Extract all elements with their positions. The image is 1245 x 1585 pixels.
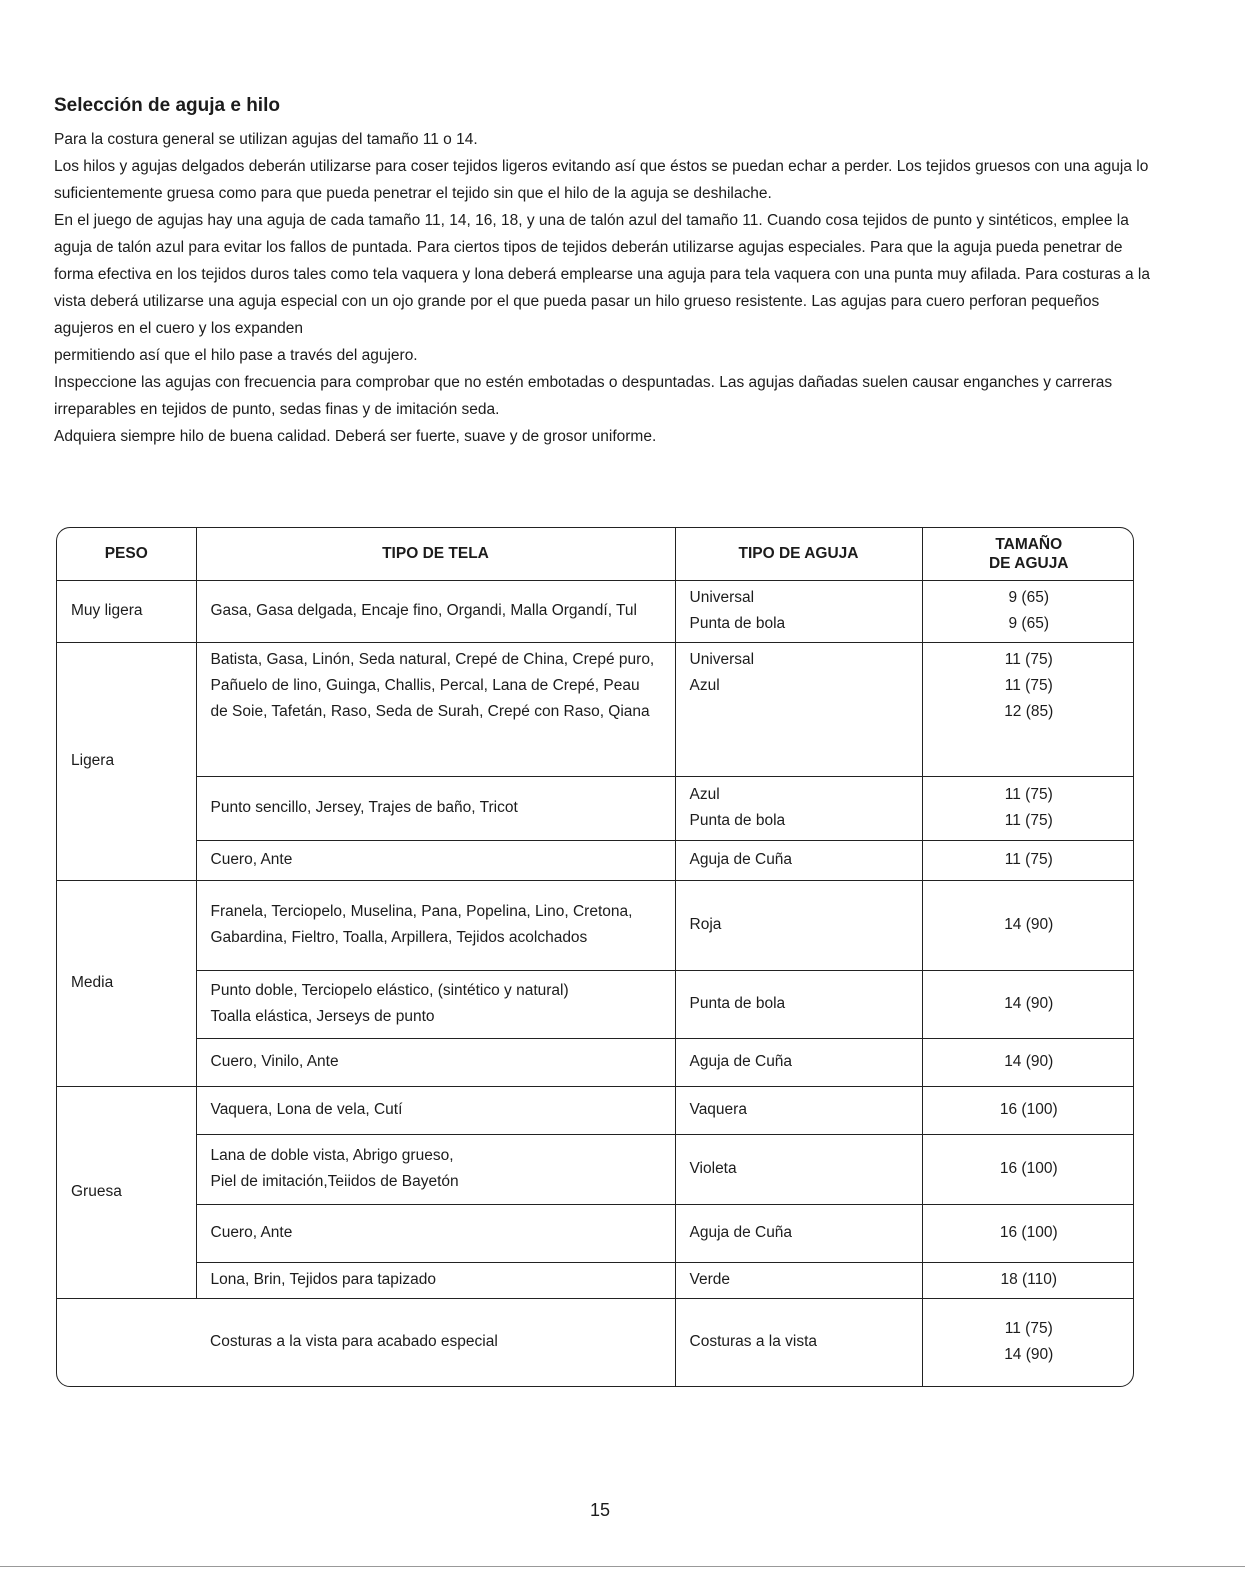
needle-size-cell: 16 (100) (922, 1086, 1134, 1134)
needle-size: 11 (75) (1004, 676, 1053, 694)
fabric-cell: Lona, Brin, Tejidos para tapizado (196, 1262, 675, 1298)
needle-size-cell: 16 (100) (922, 1134, 1134, 1204)
weight-media: Media (57, 880, 196, 1086)
needle-size: 11 (75) (1004, 786, 1053, 803)
needle-size-cell: 14 (90) (922, 970, 1134, 1038)
needle-type: Punta de bola (689, 812, 786, 829)
needle-thread-table (57, 528, 1134, 1386)
weight-gruesa: Gruesa (57, 1086, 196, 1298)
header-tipo-tela: TIPO DE TELA (196, 528, 675, 580)
fabric-line: Lana de doble vista, Abrigo grueso, (210, 1147, 454, 1164)
paragraph: Para la costura general se utilizan agujas del tamaño 11 o 14. (54, 131, 478, 148)
fabric-cell: Costuras a la vista para acabado especial (196, 1298, 675, 1386)
fabric-cell: Cuero, Ante (196, 1204, 675, 1262)
weight-ligera: Ligera (57, 642, 196, 880)
needle-size-cell (922, 642, 1134, 776)
table-row (57, 1038, 1134, 1086)
header-peso: PESO (57, 528, 196, 580)
needle-type-cell: Aguja de Cuña (675, 1204, 922, 1262)
page-number: 15 (589, 1500, 611, 1520)
needle-type-cell: Aguja de Cuña (675, 840, 922, 880)
paragraph: Inspeccione las agujas con frecuencia para comprobar que no estén embotadas o despuntadas. Las agujas dañadas suelen causar enganches y carreras irreparables en tejidos de punto, sedas finas y de imitación seda. (54, 374, 1113, 418)
fabric-cell: Gasa, Gasa delgada, Encaje fino, Organdi, Malla Organdí, Tul (196, 580, 675, 642)
fabric-cell (196, 970, 675, 1038)
table-row (57, 580, 1134, 642)
table-row (57, 1262, 1134, 1298)
needle-size: 14 (90) (1004, 1346, 1054, 1364)
table-header-row (57, 528, 1134, 580)
needle-type: Punta de bola (689, 615, 786, 632)
needle-type: Universal (689, 589, 755, 606)
needle-thread-table-frame (56, 527, 1134, 1387)
needle-size: 11 (75) (1004, 650, 1053, 668)
needle-type-cell (675, 580, 922, 642)
needle-type-cell: Aguja de Cuña (675, 1038, 922, 1086)
table-row (57, 880, 1134, 970)
needle-size: 9 (65) (1008, 589, 1049, 606)
fabric-cell: Vaquera, Lona de vela, Cutí (196, 1086, 675, 1134)
needle-size: 11 (75) (1004, 1320, 1053, 1338)
needle-size-cell: 18 (110) (922, 1262, 1134, 1298)
table-row (57, 1298, 1134, 1386)
weight-muy-ligera: Muy ligera (57, 580, 196, 642)
needle-type-cell (675, 642, 922, 776)
bottom-rule (0, 1566, 1245, 1567)
table-row (57, 1134, 1134, 1204)
needle-size-cell: 11 (75) (922, 840, 1134, 880)
fabric-line: Piel de imitación,Teiidos de Bayetón (210, 1173, 459, 1190)
needle-size: 11 (75) (1004, 812, 1053, 829)
table-row (57, 1204, 1134, 1262)
needle-size: 12 (85) (1004, 702, 1054, 720)
paragraph: Los hilos y agujas delgados deberán utilizarse para coser tejidos ligeros evitando así que éstos se puedan echar a perder. Los tejidos gruesos con una aguja lo suficientemente gruesa como para que pueda penetrar el tejido sin que el hilo de la aguja se deshilache. (54, 158, 1149, 202)
needle-type: Azul (689, 786, 720, 803)
paragraph: En el juego de agujas hay una aguja de cada tamaño 11, 14, 16, 18, y una de talón azul del tamaño 11. Cuando cosa tejidos de punto y sintéticos, emplee la aguja de talón azul para evitar los fallos de puntada. Para ciertos tipos de tejidos deberán utilizarse agujas especiales. Para que la aguja pueda penetrar de forma efectiva en los tejidos duros tales como tela vaquera y lona deberá emplearse una aguja para tela vaquera con una punta muy afilada. Para costuras a la vista deberá utilizarse una aguja especial con un ojo grande por el que pueda pasar un hilo grueso resistente. Las agujas para cuero perforan pequeños agujeros en el cuero y los expanden (54, 212, 1150, 337)
section-title: Selección de aguja e hilo (54, 95, 280, 116)
weight-empty (57, 1298, 196, 1386)
fabric-line: Punto doble, Terciopelo elástico, (sintético y natural) (210, 982, 569, 999)
needle-size-cell (922, 776, 1134, 840)
needle-size: 9 (65) (1008, 615, 1049, 632)
needle-type-cell (675, 776, 922, 840)
fabric-cell: Batista, Gasa, Linón, Seda natural, Crepé de China, Crepé puro, Pañuelo de lino, Guinga, Challis, Percal, Lana de Crepé, Peau de Soie, Tafetán, Raso, Seda de Surah, Crepé con Raso, Qiana (196, 642, 675, 776)
intro-text (54, 126, 1154, 450)
needle-type-cell: Roja (675, 880, 922, 970)
needle-type-cell: Vaquera (675, 1086, 922, 1134)
needle-size-cell: 14 (90) (922, 880, 1134, 970)
table-row (57, 970, 1134, 1038)
fabric-line: Toalla elástica, Jerseys de punto (210, 1008, 435, 1025)
fabric-cell (196, 1134, 675, 1204)
needle-type-cell: Costuras a la vista (675, 1298, 922, 1386)
needle-size-cell: 16 (100) (922, 1204, 1134, 1262)
table-row (57, 1086, 1134, 1134)
needle-type-cell: Punta de bola (675, 970, 922, 1038)
needle-size-cell (922, 1298, 1134, 1386)
fabric-cell: Punto sencillo, Jersey, Trajes de baño, Tricot (196, 776, 675, 840)
header-tamano-line1: TAMAÑO (995, 535, 1063, 553)
needle-size-cell: 14 (90) (922, 1038, 1134, 1086)
table-row (57, 642, 1134, 776)
needle-type: Universal (689, 650, 755, 668)
header-tamano-line2: DE AGUJA (988, 554, 1069, 572)
table-row (57, 776, 1134, 840)
header-tipo-aguja: TIPO DE AGUJA (675, 528, 922, 580)
fabric-cell: Cuero, Vinilo, Ante (196, 1038, 675, 1086)
needle-type: Azul (689, 676, 720, 694)
needle-size-cell (922, 580, 1134, 642)
fabric-cell: Franela, Terciopelo, Muselina, Pana, Popelina, Lino, Cretona, Gabardina, Fieltro, Toalla, Arpillera, Tejidos acolchados (196, 880, 675, 970)
fabric-cell: Cuero, Ante (196, 840, 675, 880)
needle-type-cell: Verde (675, 1262, 922, 1298)
header-tamano-aguja (922, 528, 1134, 580)
needle-type-cell: Violeta (675, 1134, 922, 1204)
paragraph: Adquiera siempre hilo de buena calidad. Deberá ser fuerte, suave y de grosor uniforme. (54, 428, 657, 445)
paragraph: permitiendo así que el hilo pase a través del agujero. (54, 347, 418, 364)
table-row (57, 840, 1134, 880)
